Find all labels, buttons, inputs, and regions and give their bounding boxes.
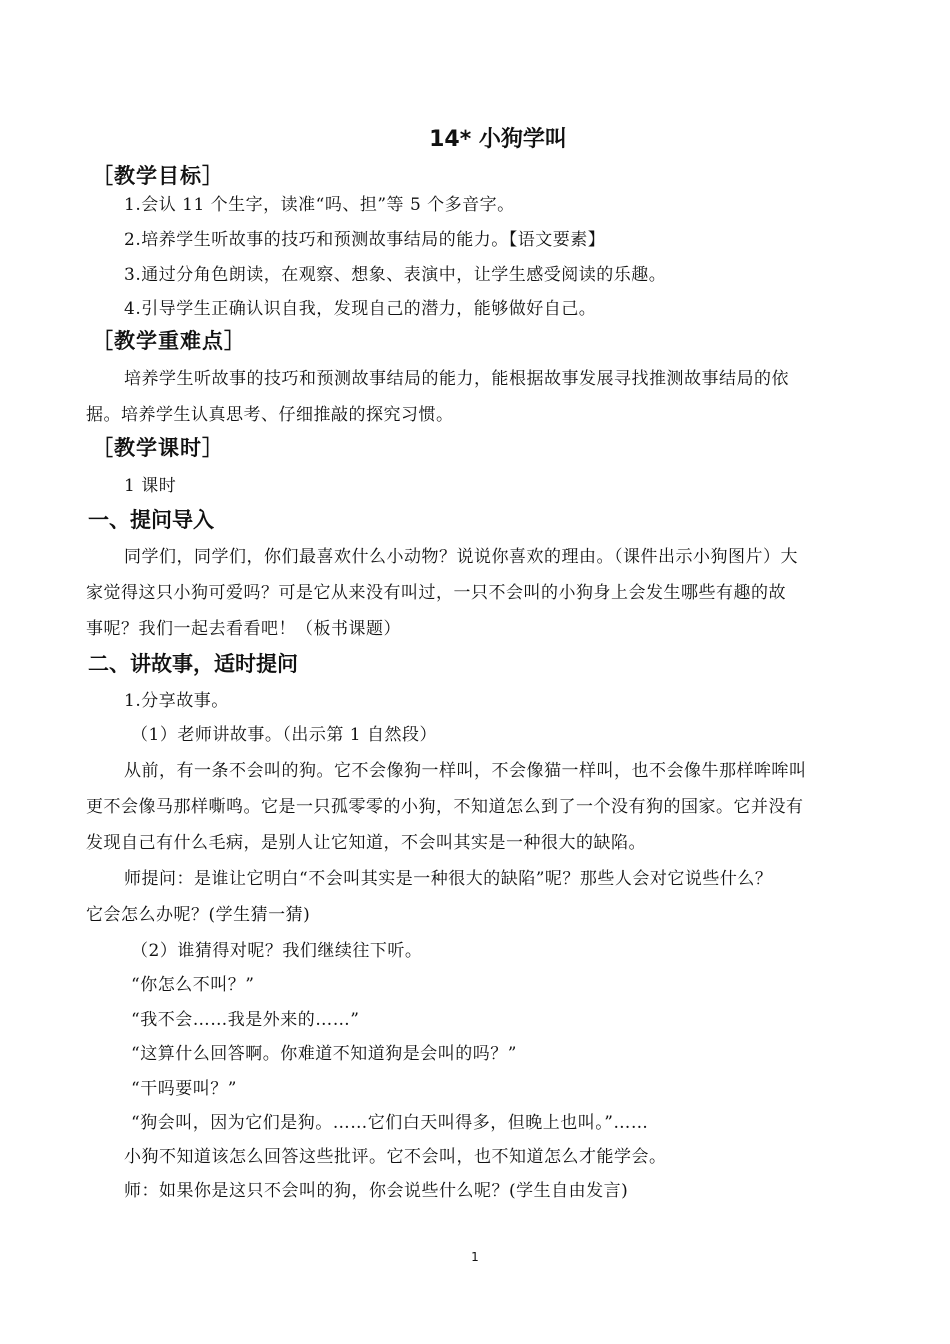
heading-teaching-goals: ［教学目标］ [92,164,224,188]
heading-key-points: ［教学重难点］ [92,329,246,353]
paragraph-line: 同学们，同学们，你们最喜欢什么小动物？说说你喜欢的理由。（课件出示小狗图片）大 [124,547,798,567]
paragraph-line: 更不会像马那样嘶鸣。它是一只孤零零的小狗，不知道怎么到了一个没有狗的国家。它并没有 [86,797,804,817]
paragraph-line: 培养学生听故事的技巧和预测故事结局的能力，能根据故事发展寻找推测故事结局的依 [124,369,789,389]
goal-item: 4.引导学生正确认识自我，发现自己的潜力，能够做好自己。 [124,299,597,319]
dialogue-line: “狗会叫，因为它们是狗。……它们白天叫得多，但晚上也叫。”…… [131,1113,649,1133]
paragraph-line: 发现自己有什么毛病，是别人让它知道，不会叫其实是一种很大的缺陷。 [86,833,646,853]
paragraph-line: 据。培养学生认真思考、仔细推敲的探究习惯。 [86,405,454,425]
goal-item: 1.会认 11 个生字，读准“吗、担”等 5 个多音字。 [124,195,515,215]
page-number: 1 [471,1250,479,1264]
paragraph-line: 事呢？我们一起去看看吧！（板书课题） [86,619,401,639]
paragraph-line: （1）老师讲故事。（出示第 1 自然段） [131,725,437,745]
paragraph-line: 家觉得这只小狗可爱吗？可是它从来没有叫过，一只不会叫的小狗身上会发生哪些有趣的故 [86,583,786,603]
paragraph-line: 它会怎么办呢？(学生猜一猜) [86,905,311,925]
goal-item: 2.培养学生听故事的技巧和预测故事结局的能力。【语文要素】 [124,230,606,250]
paragraph-line: 1.分享故事。 [124,691,229,711]
class-hours-value: 1 课时 [124,476,177,496]
dialogue-line: “干吗要叫？” [131,1079,237,1099]
paragraph-line: 小狗不知道该怎么回答这些批评。它不会叫，也不知道怎么才能学会。 [124,1147,667,1167]
paragraph-line: 师：如果你是这只不会叫的狗，你会说些什么呢？(学生自由发言) [124,1181,629,1201]
dialogue-line: “这算什么回答啊。你难道不知道狗是会叫的吗？” [131,1044,517,1064]
paragraph-line: （2）谁猜得对呢？我们继续往下听。 [131,941,423,961]
dialogue-line: “我不会……我是外来的……” [131,1010,360,1030]
heading-class-hours: ［教学课时］ [92,436,224,460]
page-title: 14* 小狗学叫 [429,127,567,152]
goal-item: 3.通过分角色朗读，在观察、想象、表演中，让学生感受阅读的乐趣。 [124,265,667,285]
paragraph-line: 师提问：是谁让它明白“不会叫其实是一种很大的缺陷”呢？那些人会对它说些什么？ [124,869,773,889]
paragraph-line: 从前，有一条不会叫的狗。它不会像狗一样叫，不会像猫一样叫，也不会像牛那样哞哞叫 [124,761,807,781]
heading-part-2: 二、讲故事，适时提问 [88,652,298,676]
heading-part-1: 一、提问导入 [88,508,214,532]
dialogue-line: “你怎么不叫？” [131,975,255,995]
